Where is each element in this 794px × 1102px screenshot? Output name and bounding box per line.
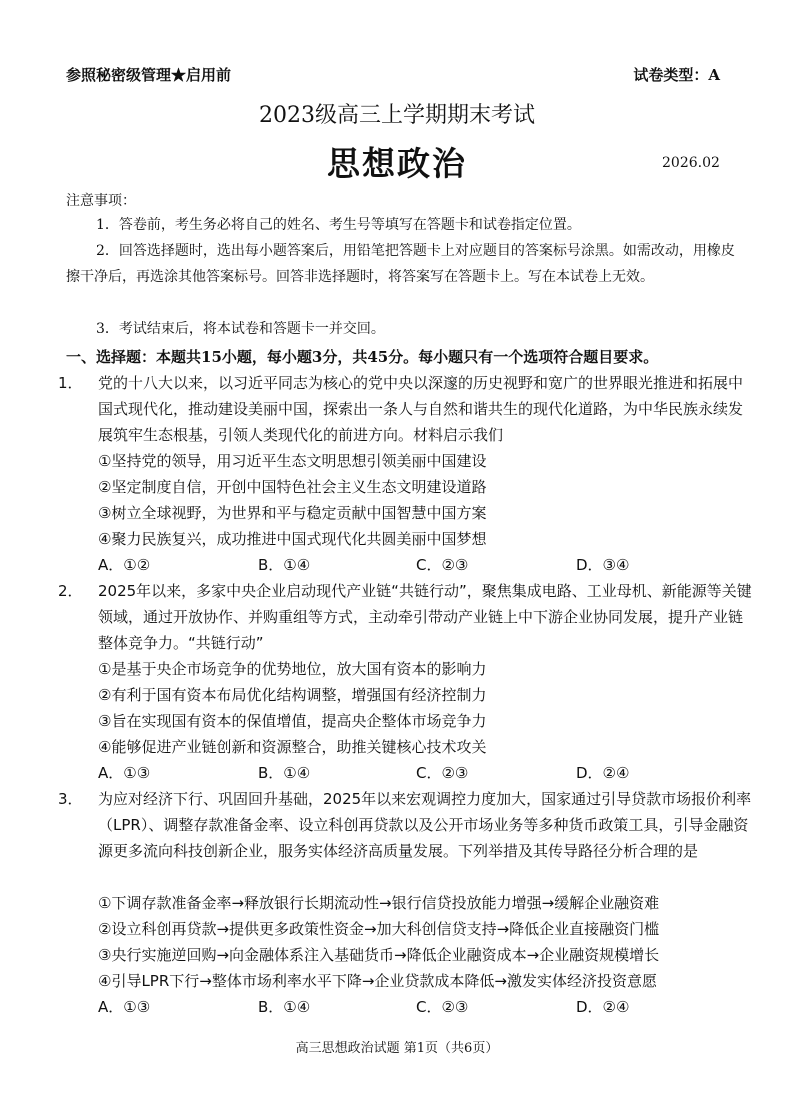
question-2-option: ②有利于国有资本布局优化结构调整，增强国有经济控制力 (98, 686, 487, 704)
question-2-stem (58, 578, 752, 656)
choice-c: C．②③ (416, 998, 469, 1016)
choice-a: A．①② (98, 556, 151, 574)
question-3-option: ①下调存款准备金率→释放银行长期流动性→银行信贷投放能力增强→缓解企业融资难 (98, 894, 660, 912)
choice-d: D．③④ (576, 556, 630, 574)
question-1-choices (98, 552, 658, 578)
question-3-option: ④引导LPR下行→整体市场利率水平下降→企业贷款成本降低→激发实体经济投资意愿 (98, 972, 657, 990)
question-text: 为应对经济下行、巩固回升基础，2025年以来宏观调控力度加大，国家通过引导贷款市场报价利率（LPR）、调整存款准备金率、设立科创再贷款以及公开市场业务等多种货币政策工具，引导金融资源更多流向科技创新企业，服务实体经济高质量发展。下列举措及其传导路径分析合理的是 (98, 790, 752, 860)
secrecy-label: 参照秘密级管理★启用前 (66, 66, 232, 84)
question-3-stem (58, 786, 752, 864)
question-3-option: ③央行实施逆回购→向金融体系注入基础货币→降低企业融资成本→企业融资规模增长 (98, 946, 660, 964)
question-text: 2025年以来，多家中央企业启动现代产业链“共链行动”，聚焦集成电路、工业母机、新能源等关键领域，通过开放协作、并购重组等方式，主动牵引带动产业链上中下游企业协同发展，提升产业链整体竞争力。“共链行动” (98, 582, 752, 652)
choice-a: A．①③ (98, 998, 151, 1016)
exam-date: 2026.02 (662, 155, 720, 171)
question-3-choices (98, 994, 658, 1020)
choice-d: D．②④ (576, 764, 630, 782)
choice-b: B．①④ (258, 998, 311, 1016)
exam-title: 2023级高三上学期期末考试 (259, 103, 535, 128)
question-number: 2． (58, 582, 83, 600)
page-footer: 高三思想政治试题 第1页（共6页） (295, 1041, 499, 1056)
note-item: 1．答卷前，考生务必将自己的姓名、考生号等填写在答题卡和试卷指定位置。 (96, 217, 581, 233)
question-3-option: ②设立科创再贷款→提供更多政策性资金→加大科创信贷支持→降低企业直接融资门槛 (98, 920, 660, 938)
note-item: 3．考试结束后，将本试卷和答题卡一并交回。 (96, 321, 385, 337)
question-1-option: ④聚力民族复兴，成功推进中国式现代化共圆美丽中国梦想 (98, 530, 487, 548)
notes-title: 注意事项： (66, 193, 136, 209)
question-2-choices (98, 760, 658, 786)
question-1-option: ①坚持党的领导，用习近平生态文明思想引领美丽中国建设 (98, 452, 487, 470)
choice-b: B．①④ (258, 556, 311, 574)
paper-type-label: 试卷类型：A (633, 66, 720, 84)
question-1-option: ③树立全球视野，为世界和平与稳定贡献中国智慧中国方案 (98, 504, 487, 522)
note-item: 2．回答选择题时，选出每小题答案后，用铅笔把答题卡上对应题目的答案标号涂黑。如需改动，用橡皮擦干净后，再选涂其他答案标号。回答非选择题时，将答案写在答题卡上。写在本试卷上无效。 (66, 243, 735, 285)
question-number: 1． (58, 374, 83, 392)
question-number: 3． (58, 790, 83, 808)
question-2-option: ③旨在实现国有资本的保值增值，提高央企整体市场竞争力 (98, 712, 487, 730)
choice-d: D．②④ (576, 998, 630, 1016)
subject-title: 思想政治 (327, 144, 467, 183)
choice-c: C．②③ (416, 556, 469, 574)
question-1-stem (58, 370, 752, 448)
question-1-option: ②坚定制度自信，开创中国特色社会主义生态文明建设道路 (98, 478, 487, 496)
question-2-option: ④能够促进产业链创新和资源整合，助推关键核心技术攻关 (98, 738, 487, 756)
question-text: 党的十八大以来，以习近平同志为核心的党中央以深邃的历史视野和宽广的世界眼光推进和拓展中国式现代化，推动建设美丽中国，探索出一条人与自然和谐共生的现代化道路，为中华民族永续发展筑牢生态根基，引领人类现代化的前进方向。材料启示我们 (98, 374, 744, 444)
choice-b: B．①④ (258, 764, 311, 782)
choice-a: A．①③ (98, 764, 151, 782)
section-title: 一、选择题：本题共15小题，每小题3分，共45分。每小题只有一个选项符合题目要求。 (66, 348, 659, 366)
question-2-option: ①是基于央企市场竞争的优势地位，放大国有资本的影响力 (98, 660, 487, 678)
choice-c: C．②③ (416, 764, 469, 782)
